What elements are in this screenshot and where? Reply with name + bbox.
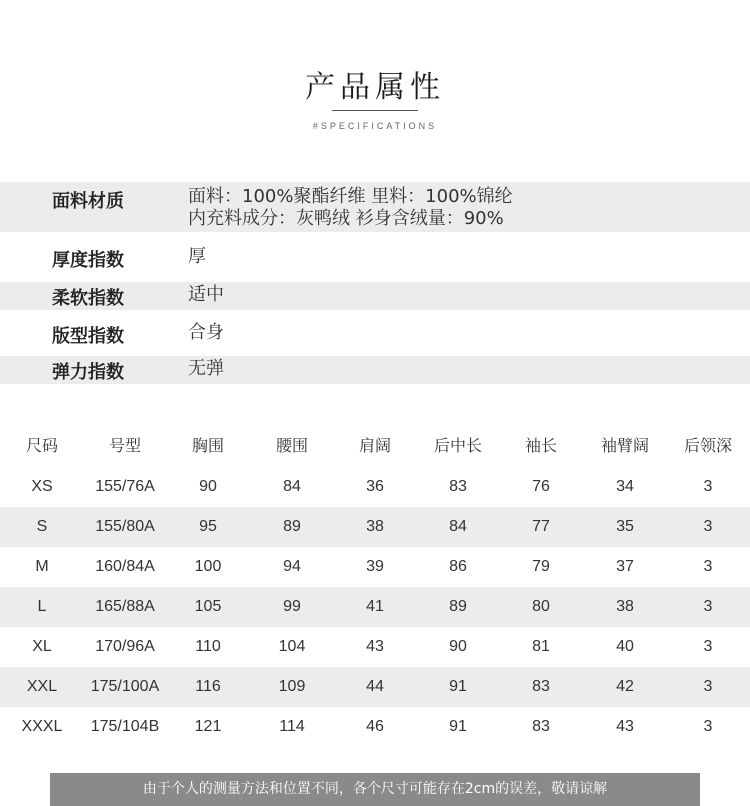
table-cell: 46	[366, 718, 384, 735]
attr-label: 弹力指数	[52, 362, 124, 383]
table-cell: M	[35, 558, 49, 575]
attr-label: 厚度指数	[52, 250, 124, 271]
page-title: 产品属性	[305, 70, 445, 105]
table-row	[0, 467, 750, 507]
header-cell: 袖臂阔	[600, 436, 649, 455]
table-cell: 160/84A	[95, 558, 155, 575]
table-cell: 95	[199, 518, 217, 535]
table-cell: 43	[366, 638, 384, 655]
table-cell: 175/104B	[90, 718, 160, 735]
attr-row-elasticity	[0, 356, 750, 384]
table-cell: 84	[449, 518, 467, 535]
table-cell: L	[37, 598, 47, 615]
title-divider	[332, 110, 418, 111]
table-cell: 155/80A	[95, 518, 155, 535]
attr-row-fabric	[0, 182, 750, 232]
table-cell: 36	[366, 478, 384, 495]
table-cell: 3	[703, 598, 713, 615]
table-cell: 109	[278, 678, 306, 695]
table-cell: 114	[279, 718, 305, 735]
header-cell: 腰围	[275, 436, 308, 455]
table-cell: 43	[616, 718, 634, 735]
table-cell: 38	[366, 518, 384, 535]
table-row	[0, 627, 750, 667]
table-cell: XXXL	[21, 718, 63, 735]
attr-label: 柔软指数	[52, 288, 124, 309]
table-cell: 42	[616, 678, 634, 695]
table-cell: 99	[283, 598, 301, 615]
table-cell: 121	[194, 718, 222, 735]
table-row	[0, 587, 750, 627]
size-table-header	[0, 428, 750, 464]
table-cell: 3	[703, 678, 713, 695]
table-cell: 44	[366, 678, 384, 695]
attr-row-fit	[0, 318, 750, 350]
table-cell: 3	[703, 558, 713, 575]
attr-value: 无弹	[188, 358, 224, 379]
table-cell: 90	[199, 478, 217, 495]
table-cell: 84	[283, 478, 301, 495]
table-cell: 83	[532, 718, 550, 735]
table-cell: 86	[449, 558, 467, 575]
table-cell: S	[36, 518, 48, 535]
attr-label: 面料材质	[52, 191, 124, 212]
table-cell: 170/96A	[95, 638, 155, 655]
table-cell: 38	[616, 598, 634, 615]
header-cell: 尺码	[25, 436, 58, 455]
table-cell: 80	[532, 598, 550, 615]
table-cell: 89	[283, 518, 301, 535]
table-cell: XXL	[26, 678, 58, 695]
table-cell: 100	[194, 558, 222, 575]
table-cell: 3	[703, 478, 713, 495]
table-cell: 90	[449, 638, 467, 655]
table-row	[0, 547, 750, 587]
table-cell: 77	[532, 518, 550, 535]
table-cell: 39	[366, 558, 384, 575]
table-row	[0, 667, 750, 707]
header-cell: 袖长	[524, 436, 557, 455]
header-cell: 号型	[108, 436, 141, 455]
attr-label: 版型指数	[52, 326, 124, 347]
table-cell: 155/76A	[95, 478, 155, 495]
table-cell: 3	[703, 638, 713, 655]
table-row	[0, 707, 750, 747]
table-cell: 91	[449, 718, 467, 735]
table-cell: 105	[194, 598, 222, 615]
table-row	[0, 507, 750, 547]
attr-value: 适中	[188, 284, 224, 305]
table-cell: XL	[32, 638, 52, 655]
page-subtitle: #SPECIFICATIONS	[312, 121, 438, 131]
table-cell: 41	[366, 598, 384, 615]
table-cell: 83	[449, 478, 467, 495]
table-cell: 76	[532, 478, 550, 495]
table-cell: 91	[449, 678, 467, 695]
header-cell: 后领深	[683, 436, 732, 455]
table-cell: 81	[532, 638, 550, 655]
attr-row-softness	[0, 282, 750, 310]
table-cell: 165/88A	[95, 598, 155, 615]
attr-value-line: 内充料成分：灰鸭绒 衫身含绒量：90%	[188, 208, 504, 229]
table-cell: 116	[195, 678, 221, 695]
table-cell: 40	[616, 638, 634, 655]
table-cell: 3	[703, 518, 713, 535]
table-cell: 79	[532, 558, 550, 575]
table-cell: 3	[703, 718, 713, 735]
table-cell: 110	[195, 638, 221, 655]
table-cell: 175/100A	[90, 678, 160, 695]
header-cell: 后中长	[433, 436, 482, 455]
table-cell: XS	[31, 478, 53, 495]
table-cell: 104	[278, 638, 306, 655]
table-cell: 83	[532, 678, 550, 695]
table-cell: 37	[616, 558, 634, 575]
table-cell: 94	[283, 558, 301, 575]
attr-value: 厚	[188, 246, 206, 267]
attr-row-thickness	[0, 239, 750, 275]
disclaimer-note: 由于个人的测量方法和位置不同，各个尺寸可能存在2cm的误差，敬请谅解	[50, 773, 700, 806]
header-cell: 肩阔	[358, 436, 391, 455]
attr-value-line: 面料：100%聚酯纤维 里料：100%锦纶	[188, 186, 513, 207]
table-cell: 35	[616, 518, 634, 535]
table-cell: 89	[449, 598, 467, 615]
attr-value: 合身	[188, 322, 224, 343]
table-cell: 34	[616, 478, 634, 495]
header-cell: 胸围	[191, 436, 224, 455]
